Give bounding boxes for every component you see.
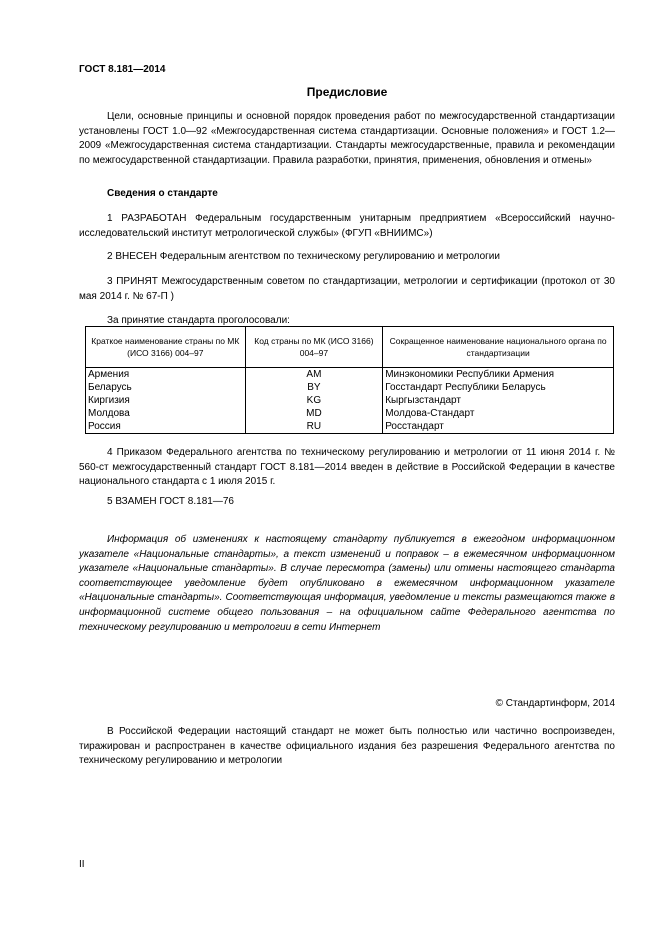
copyright: © Стандартинформ, 2014 bbox=[495, 698, 615, 709]
item-replaces: 5 ВЗАМЕН ГОСТ 8.181—76 bbox=[107, 496, 234, 507]
reproduction-notice: В Российской Федерации настоящий стандарт не может быть полностью или частично воспроизведен, тиражирован и распространен в качестве официального издания без разрешения Федерального агентства по техническому регулированию и метрологии bbox=[79, 726, 615, 767]
info-note: Информация об изменениях к настоящему стандарту публикуется в ежегодном информационном указателе «Национальные стандарты», а текст изменений и поправок – в ежемесячном информационном указателе «Национальные стандарты». В случае пересмотра (замены) или отмены настоящего стандарта соответствующее уведомление будет опубликовано в ежемесячном информационном указателе «Национальные стандарты». Соответствующая информация, уведомление и тексты размещаются также в информационной системе общего пользования – на официальном сайте Федерального агентства по техническому регулированию и метрологии в сети Интернет bbox=[79, 534, 615, 633]
item-order: 4 Приказом Федерального агентства по техническому регулированию и метрологии от 11 июня 2014 г. № 560-ст межгосударственный стандарт ГОСТ 8.181—2014 введен в действие в Российской Федерации в качестве национального стандарта с 1 июля 2015 г. bbox=[79, 447, 615, 488]
body-cell: Молдова-Стандарт bbox=[383, 407, 614, 420]
body-cell: Минэкономики Республики Армения bbox=[383, 368, 614, 382]
item-adopted: 3 ПРИНЯТ Межгосударственным советом по стандартизации, метрологии и сертификации (протокол от 30 мая 2014 г. № 67-П ) bbox=[79, 276, 615, 302]
column-header-country: Краткое наименование страны по МК (ИСО 3166) 004–97 bbox=[86, 327, 246, 368]
country-cell: Беларусь bbox=[86, 381, 246, 394]
country-cell: Армения bbox=[86, 368, 246, 382]
page-number: II bbox=[79, 859, 85, 870]
section-title: Сведения о стандарте bbox=[107, 188, 218, 199]
table-row bbox=[86, 368, 614, 382]
vote-table-header-row bbox=[86, 327, 614, 368]
document-code-header: ГОСТ 8.181—2014 bbox=[79, 64, 166, 75]
code-cell: MD bbox=[245, 407, 383, 420]
code-cell: KG bbox=[245, 394, 383, 407]
body-cell: Кыргызстандарт bbox=[383, 394, 614, 407]
table-row bbox=[86, 407, 614, 420]
intro-paragraph: Цели, основные принципы и основной порядок проведения работ по межгосударственной стандартизации установлены ГОСТ 1.0—92 «Межгосударственная система стандартизации. Основные положения» и ГОСТ 1.2—2009 «Межгосударственная система стандартизации. Стандарты межгосударственные, правила и рекомендации по межгосударственной стандартизации. Правила разработки, принятия, применения, обновления и отмены» bbox=[79, 111, 615, 166]
code-cell: RU bbox=[245, 420, 383, 434]
table-row bbox=[86, 381, 614, 394]
country-cell: Молдова bbox=[86, 407, 246, 420]
body-cell: Росстандарт bbox=[383, 420, 614, 434]
table-row bbox=[86, 394, 614, 407]
country-cell: Киргизия bbox=[86, 394, 246, 407]
vote-table bbox=[85, 326, 614, 434]
table-row bbox=[86, 420, 614, 434]
column-header-standards-body: Сокращенное наименование национального органа по стандартизации bbox=[383, 327, 614, 368]
item-introduced: 2 ВНЕСЕН Федеральным агентством по техническому регулированию и метрологии bbox=[107, 251, 500, 262]
column-header-code: Код страны по МК (ИСО 3166) 004–97 bbox=[245, 327, 383, 368]
vote-caption: За принятие стандарта проголосовали: bbox=[107, 315, 290, 326]
code-cell: BY bbox=[245, 381, 383, 394]
code-cell: AM bbox=[245, 368, 383, 382]
country-cell: Россия bbox=[86, 420, 246, 434]
page-title: Предисловие bbox=[306, 85, 388, 99]
item-developed: 1 РАЗРАБОТАН Федеральным государственным унитарным предприятием «Всероссийский научно-исследовательский институт метрологической службы» (ФГУП «ВНИИМС») bbox=[79, 213, 615, 239]
body-cell: Госстандарт Республики Беларусь bbox=[383, 381, 614, 394]
